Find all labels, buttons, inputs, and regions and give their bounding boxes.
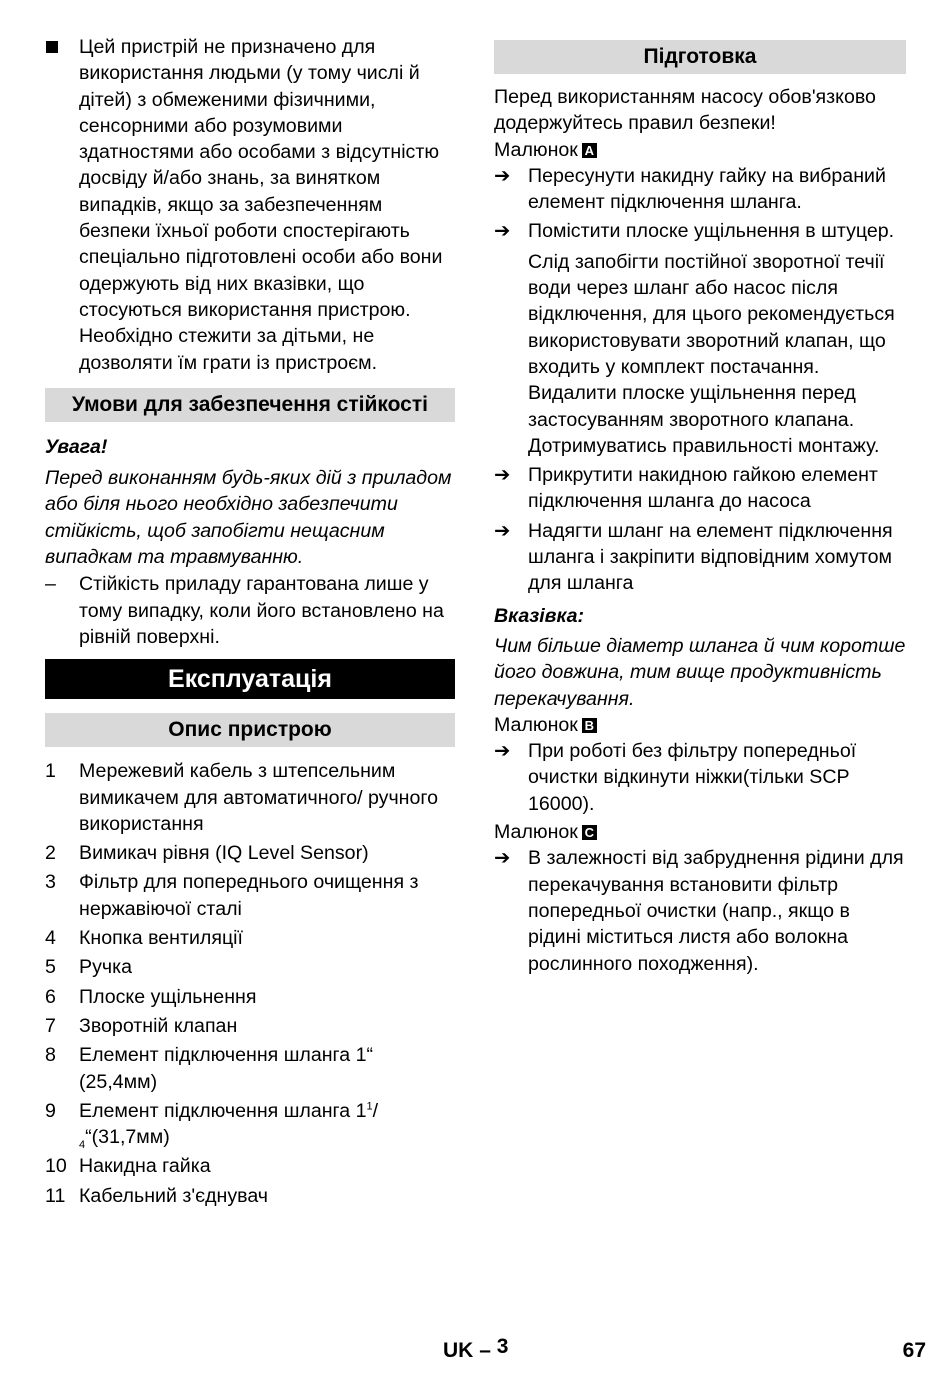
list-item	[45, 840, 455, 866]
figure-label-text: Малюнок	[494, 713, 578, 736]
item-number: 11	[45, 1184, 66, 1207]
item-text: Плоске ущільнення	[79, 985, 257, 1008]
right-column	[494, 40, 906, 977]
page-footer-local	[443, 1335, 509, 1364]
item-number: 2	[45, 842, 56, 865]
figure-c-icon: C	[582, 825, 597, 840]
item-text: Кабельний з'єднувач	[79, 1184, 268, 1207]
figure-label-c	[494, 819, 906, 845]
item-text: Мережевий кабель з штепсельним вимикачем для автоматичного/ ручного використання	[79, 760, 439, 835]
arrow-right-icon: ➔	[494, 847, 511, 870]
item-number: 3	[45, 871, 56, 894]
safety-notice	[45, 34, 455, 376]
item-text: Ручка	[79, 956, 132, 979]
item-text: Зворотній клапан	[79, 1014, 238, 1037]
step-text: Прикрутити накидною гайкою елемент підключення шланга до насоса	[528, 464, 878, 513]
item-number: 9	[45, 1099, 56, 1122]
item-number: 8	[45, 1044, 56, 1067]
arrow-right-icon: ➔	[494, 164, 511, 187]
list-item	[45, 984, 455, 1010]
list-item	[494, 738, 906, 817]
figure-b-icon: B	[582, 718, 597, 733]
check-valve-note: Слід запобігти постійної зворотної течії води через шланг або насос після відключення, для цього рекомендується використовувати зворотний клапан, що входить у комплект постачання. Видалити плоске ущільнення перед застосуванням зворотного клапана. Дотримуватись правильності монтажу.	[528, 250, 895, 457]
fraction-numerator: 1	[366, 1100, 373, 1113]
list-item	[494, 462, 906, 515]
step-text: Пересунути накидну гайку на вибраний елемент підключення шланга.	[528, 164, 886, 214]
item-number: 7	[45, 1014, 56, 1037]
safety-notice-text: Цей пристрій не призначено для використання людьми (у тому числі й дітей) з обмеженими фізичними, сенсорними або розумовими здатностями або особами з відсутністю досвіду й/або знань, за винятком випадків, якщо за забезпеченням безпеки їхньої роботи спостерігають спеціально підготовлені особи або вони одержують від них вказівки, що стосуються використання пристрою. Необхідно стежити за дітьми, не дозволяти їм грати із пристроєм.	[79, 36, 443, 374]
figure-label-text: Малюнок	[494, 821, 578, 844]
arrow-right-icon: ➔	[494, 464, 511, 487]
figure-label-b	[494, 712, 906, 738]
item-text: Фільтр для попереднього очищення з нержавіючої сталі	[79, 871, 419, 920]
list-item	[494, 845, 906, 976]
item-text: Вимикач рівня (IQ Level Sensor)	[79, 842, 369, 865]
list-item	[45, 1013, 455, 1039]
item-text-part: “(31,7мм)	[85, 1126, 170, 1149]
list-item	[45, 758, 455, 837]
fraction-slash: /	[372, 1099, 379, 1122]
list-item	[45, 869, 455, 922]
item-text: Кнопка вентиляції	[79, 927, 243, 950]
list-item	[494, 218, 906, 244]
step-text: Помістити плоске ущільнення в штуцер.	[528, 220, 895, 243]
caution-text: Перед виконанням будь-яких дій з приладом або біля нього необхідно забезпечити стійкість, щоб запобігти нещасним випадкам та травмуванню.	[45, 467, 452, 569]
parts-list	[45, 758, 455, 1209]
operation-heading: Експлуатація	[45, 659, 455, 699]
arrow-right-icon: ➔	[494, 519, 511, 542]
fraction-denominator: 4	[79, 1139, 86, 1151]
list-item	[494, 518, 906, 597]
list-item	[45, 1042, 455, 1095]
item-number: 1	[45, 760, 56, 783]
dash-marker: –	[45, 573, 56, 596]
figure-label-a	[494, 137, 906, 163]
list-item	[45, 925, 455, 951]
preparation-intro: Перед використанням насосу обов'язково додержуйтесь правил безпеки!	[494, 86, 876, 135]
step-text: Надягти шланг на елемент підключення шланга і закріпити відповідним хомутом для шланга	[528, 519, 893, 595]
local-page-number: 3	[496, 1335, 509, 1358]
list-item	[45, 1153, 455, 1179]
hint-text: Чим більше діаметр шланга й чим коротше його довжина, тим вище продуктивність перекачування.	[494, 634, 906, 710]
figure-a-icon: A	[582, 143, 597, 158]
hint-label: Вказівка:	[494, 604, 585, 627]
list-item	[45, 954, 455, 980]
bullet-square-icon	[45, 34, 79, 60]
list-item	[494, 163, 906, 216]
list-item	[45, 1183, 455, 1209]
item-number: 4	[45, 927, 56, 950]
item-text: Елемент підключення шланга 1“ (25,4мм)	[79, 1044, 374, 1093]
page-number: 67	[902, 1339, 926, 1362]
footer-dash: –	[479, 1339, 491, 1362]
preparation-heading: Підготовка	[494, 40, 906, 74]
list-item	[45, 1098, 455, 1151]
item-text	[79, 1098, 455, 1151]
arrow-right-icon: ➔	[494, 220, 511, 243]
left-column	[45, 34, 455, 1212]
caution-label: Увага!	[45, 435, 108, 458]
stability-heading: Умови для забезпечення стійкості	[45, 388, 455, 422]
figure-label-text: Малюнок	[494, 138, 578, 161]
arrow-right-icon: ➔	[494, 740, 511, 763]
stability-item	[45, 571, 455, 650]
item-text-part: Елемент підключення шланга 1	[79, 1099, 367, 1122]
step-text: В залежності від забруднення рідини для перекачування встановити фільтр попередньої очистки (напр., якщо в рідині міститься листя або волокна рослинного походження).	[528, 847, 904, 975]
item-text: Накидна гайка	[79, 1155, 211, 1178]
stability-text: Стійкість приладу гарантована лише у тому випадку, коли його встановлено на рівній поверхні.	[79, 573, 444, 648]
item-number: 6	[45, 985, 56, 1008]
item-number: 5	[45, 956, 56, 979]
item-number: 10	[45, 1155, 67, 1178]
step-text: При роботі без фільтру попередньої очистки відкинути ніжки(тільки SCP 16000).	[528, 740, 857, 815]
description-heading: Опис пристрою	[45, 713, 455, 747]
language-code: UK	[443, 1339, 474, 1362]
